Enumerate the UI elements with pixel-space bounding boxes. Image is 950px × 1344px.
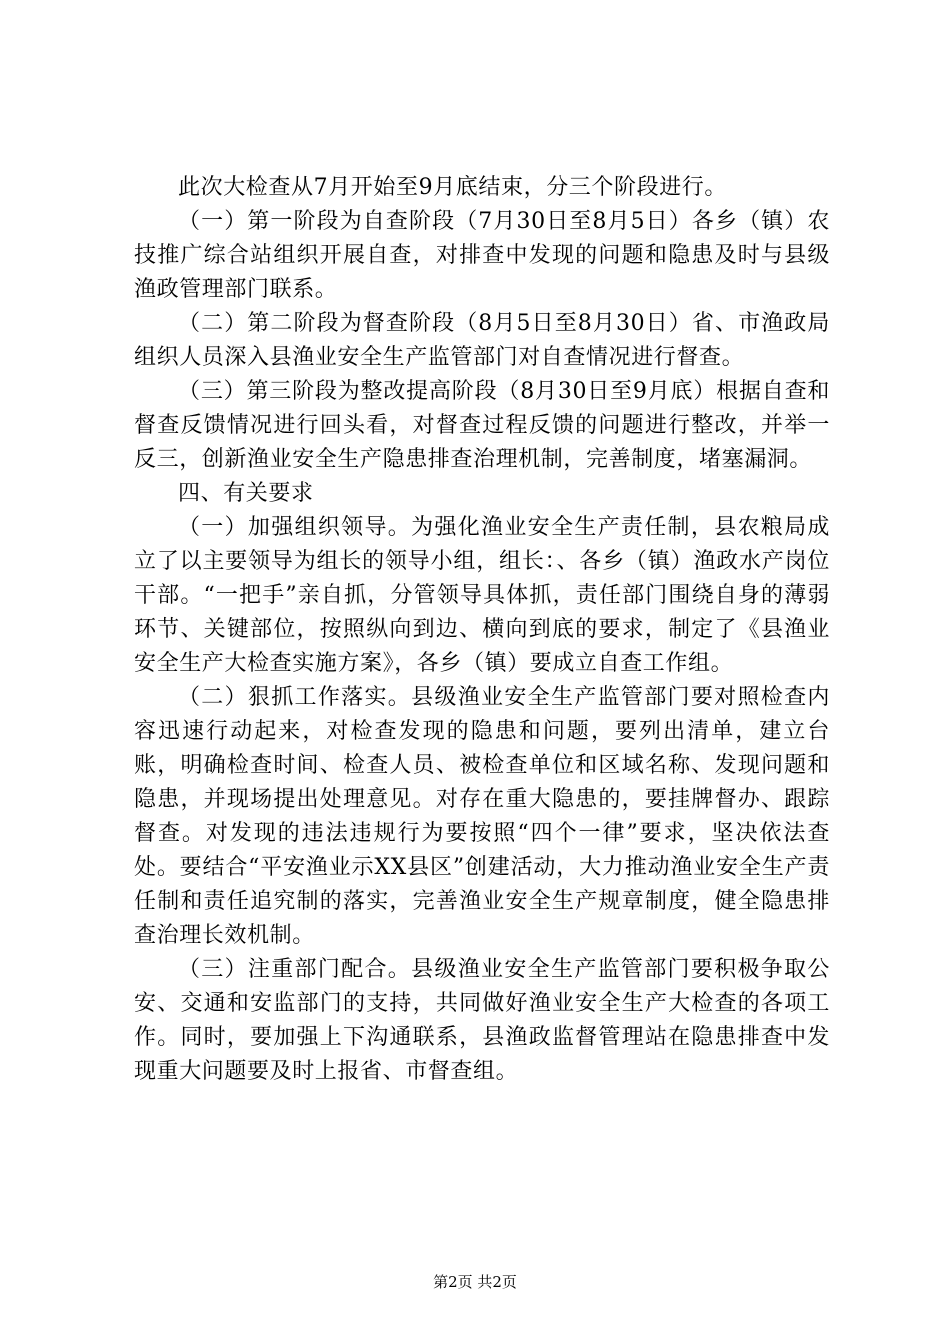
paragraph-requirement-one: （一）加强组织领导。为强化渔业安全生产责任制，县农粮局成立了以主要领导为组长的领导小组，组长：、各乡（镇）渔政水产岗位干部。“一把手”亲自抓，分管领导具体抓，责任部门围绕自身的薄弱环节、关键部位，按照纵向到边、横向到底的要求，制定了《县渔业安全生产大检查实施方案》，各乡（镇）要成立自查工作组。 xyxy=(134,515,830,676)
paragraph-schedule-intro: 此次大检查从7月开始至9月底结束，分三个阶段进行。 xyxy=(178,175,727,200)
paragraph-phase-three: （三）第三阶段为整改提高阶段（8月30日至9月底）根据自查和督查反馈情况进行回头看，对督查过程反馈的问题进行整改，并举一反三，创新渔业安全生产隐患排查治理机制，完善制度，堵塞漏洞。 xyxy=(134,379,830,472)
paragraph-requirement-three: （三）注重部门配合。县级渔业安全生产监管部门要积极争取公安、交通和安监部门的支持，共同做好渔业安全生产大检查的各项工作。同时，要加强上下沟通联系，县渔政监督管理站在隐患排查中发现重大问题要及时上报省、市督查组。 xyxy=(134,957,830,1084)
section-heading-requirements: 四、有关要求 xyxy=(178,481,314,506)
paragraph-requirement-two: （二）狠抓工作落实。县级渔业安全生产监管部门要对照检查内容迅速行动起来，对检查发现的隐患和问题，要列出清单，建立台账，明确检查时间、检查人员、被检查单位和区域名称、发现问题和隐患，并现场提出处理意见。对存在重大隐患的，要挂牌督办、跟踪督查。对发现的违法违规行为要按照“四个一律”要求，坚决依法查处。要结合“平安渔业示XX县区”创建活动，大力推动渔业安全生产责任制和责任追究制的落实，完善渔业安全生产规章制度，健全隐患排查治理长效机制。 xyxy=(134,685,830,948)
paragraph-phase-two: （二）第二阶段为督查阶段（8月5日至8月30日）省、市渔政局组织人员深入县渔业安全生产监管部门对自查情况进行督查。 xyxy=(134,311,830,370)
document-body xyxy=(134,171,830,1089)
paragraph-phase-one: （一）第一阶段为自查阶段（7月30日至8月5日）各乡（镇）农技推广综合站组织开展自查，对排查中发现的问题和隐患及时与县级渔政管理部门联系。 xyxy=(134,209,830,302)
page-number-footer: 第2页 共2页 xyxy=(433,1273,517,1291)
